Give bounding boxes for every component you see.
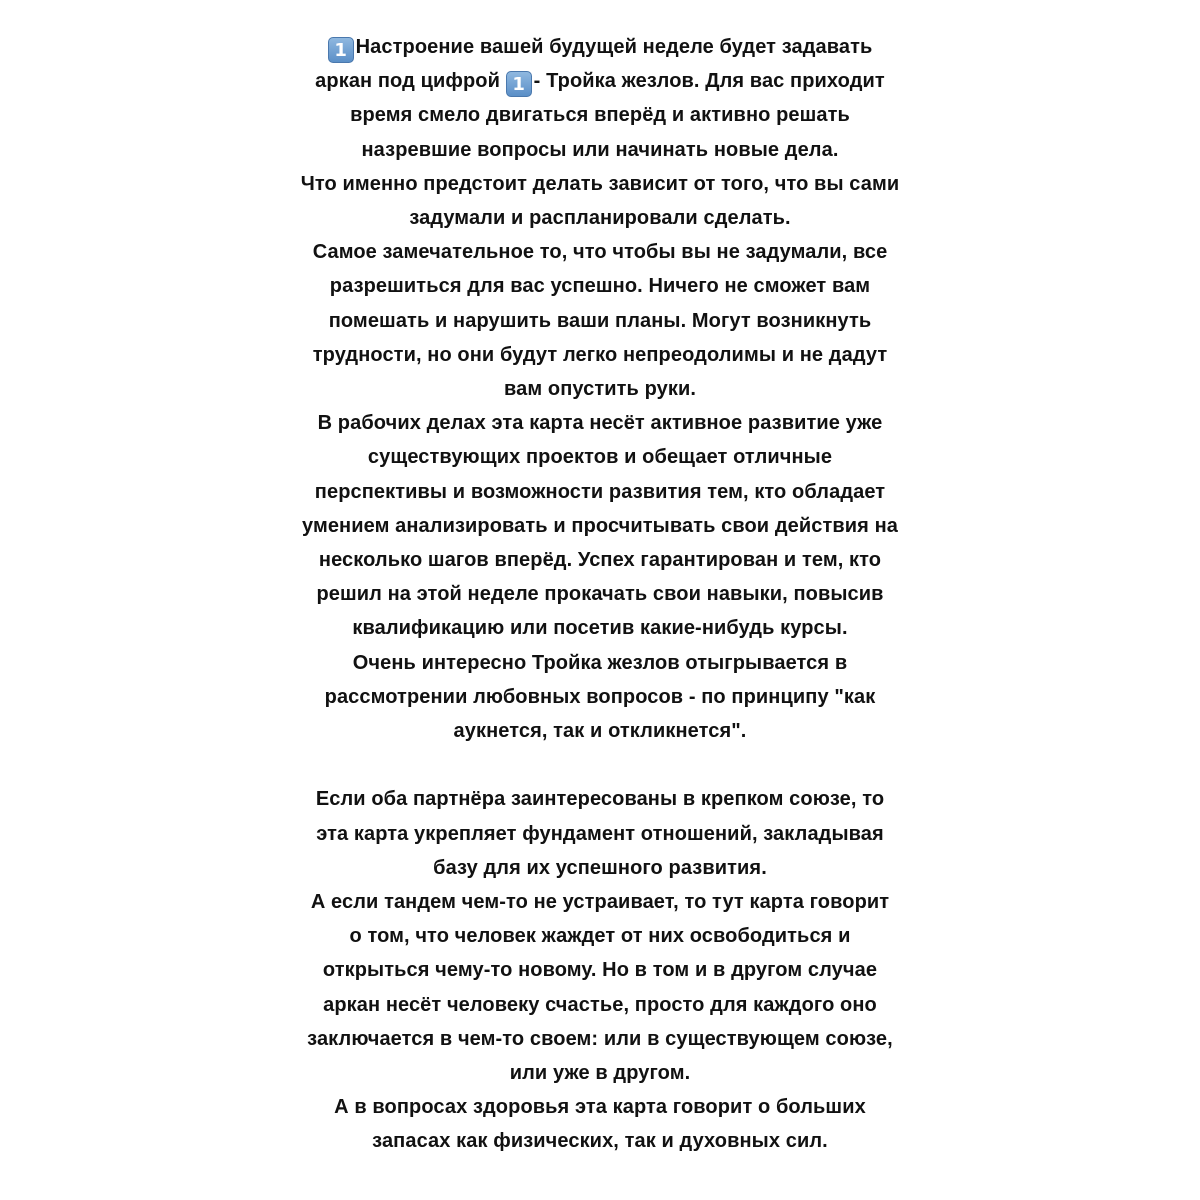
- text-line-18: квалификацию или посетив какие-нибудь курсы.: [352, 617, 848, 640]
- keycap-one-icon: 1: [506, 71, 532, 97]
- text-line-10: трудности, но они будут легко непреодолимы и не дадут: [312, 343, 888, 366]
- text-line-15: умением анализировать и просчитывать свои действия на: [301, 514, 899, 537]
- text-line-12: В рабочих делах эта карта несёт активное развитие уже: [317, 412, 883, 435]
- article-text: [0, 30, 1200, 1159]
- text-line-27: о том, что человек жаждет от них освободиться и: [349, 925, 851, 948]
- text-line-6: задумали и распланировали сделать.: [409, 207, 791, 230]
- text-line-29: аркан несёт человеку счастье, просто для каждого оно: [323, 993, 877, 1016]
- text-line-8: разрешиться для вас успешно. Ничего не сможет вам: [329, 275, 871, 298]
- text-line-16: несколько шагов вперёд. Успех гарантирован и тем, кто: [318, 549, 882, 572]
- text-line-30: заключается в чем-то своем: или в существующем союзе,: [307, 1027, 893, 1050]
- text-line-24: эта карта укрепляет фундамент отношений, закладывая: [316, 822, 884, 845]
- text-line-31: или уже в другом.: [509, 1062, 691, 1085]
- text-line-14: перспективы и возможности развития тем, кто обладает: [314, 480, 886, 503]
- paragraph-spacer: [0, 748, 1200, 782]
- text-line-33: запасах как физических, так и духовных сил.: [372, 1130, 828, 1153]
- text-line-5: Что именно предстоит делать зависит от того, что вы сами: [300, 172, 900, 195]
- text-line-19: Очень интересно Тройка жезлов отыгрывается в: [352, 651, 848, 674]
- text-line-4: назревшие вопросы или начинать новые дела.: [361, 138, 839, 161]
- keycap-one-icon: 1: [328, 37, 354, 63]
- text-line-25: базу для их успешного развития.: [433, 856, 767, 879]
- text-line-17: решил на этой неделе прокачать свои навыки, повысив: [316, 583, 884, 606]
- text-line-3: время смело двигаться вперёд и активно решать: [350, 104, 850, 127]
- text-line-7: Самое замечательное то, что чтобы вы не задумали, все: [312, 241, 888, 264]
- text-line-11: вам опустить руки.: [503, 378, 697, 401]
- text-line-23: Если оба партнёра заинтересованы в крепком союзе, то: [315, 788, 885, 811]
- text-line-9: помешать и нарушить ваши планы. Могут возникнуть: [328, 309, 872, 332]
- text-line-2: аркан под цифрой 1 - Тройка жезлов. Для вас приходит: [315, 70, 885, 96]
- text-line-21: аукнется, так и откликнется".: [453, 720, 747, 743]
- text-line-26: А если тандем чем-то не устраивает, то тут карта говорит: [310, 891, 890, 914]
- text-line-20: рассмотрении любовных вопросов - по принципу "как: [324, 685, 876, 708]
- text-line-1: 1 Настроение вашей будущей неделе будет задавать: [0, 30, 1200, 64]
- text-line-32: А в вопросах здоровья эта карта говорит о больших: [334, 1096, 866, 1119]
- text-line-13: существующих проектов и обещает отличные: [367, 446, 833, 469]
- text-line-28: открыться чему-то новому. Но в том и в другом случае: [322, 959, 878, 982]
